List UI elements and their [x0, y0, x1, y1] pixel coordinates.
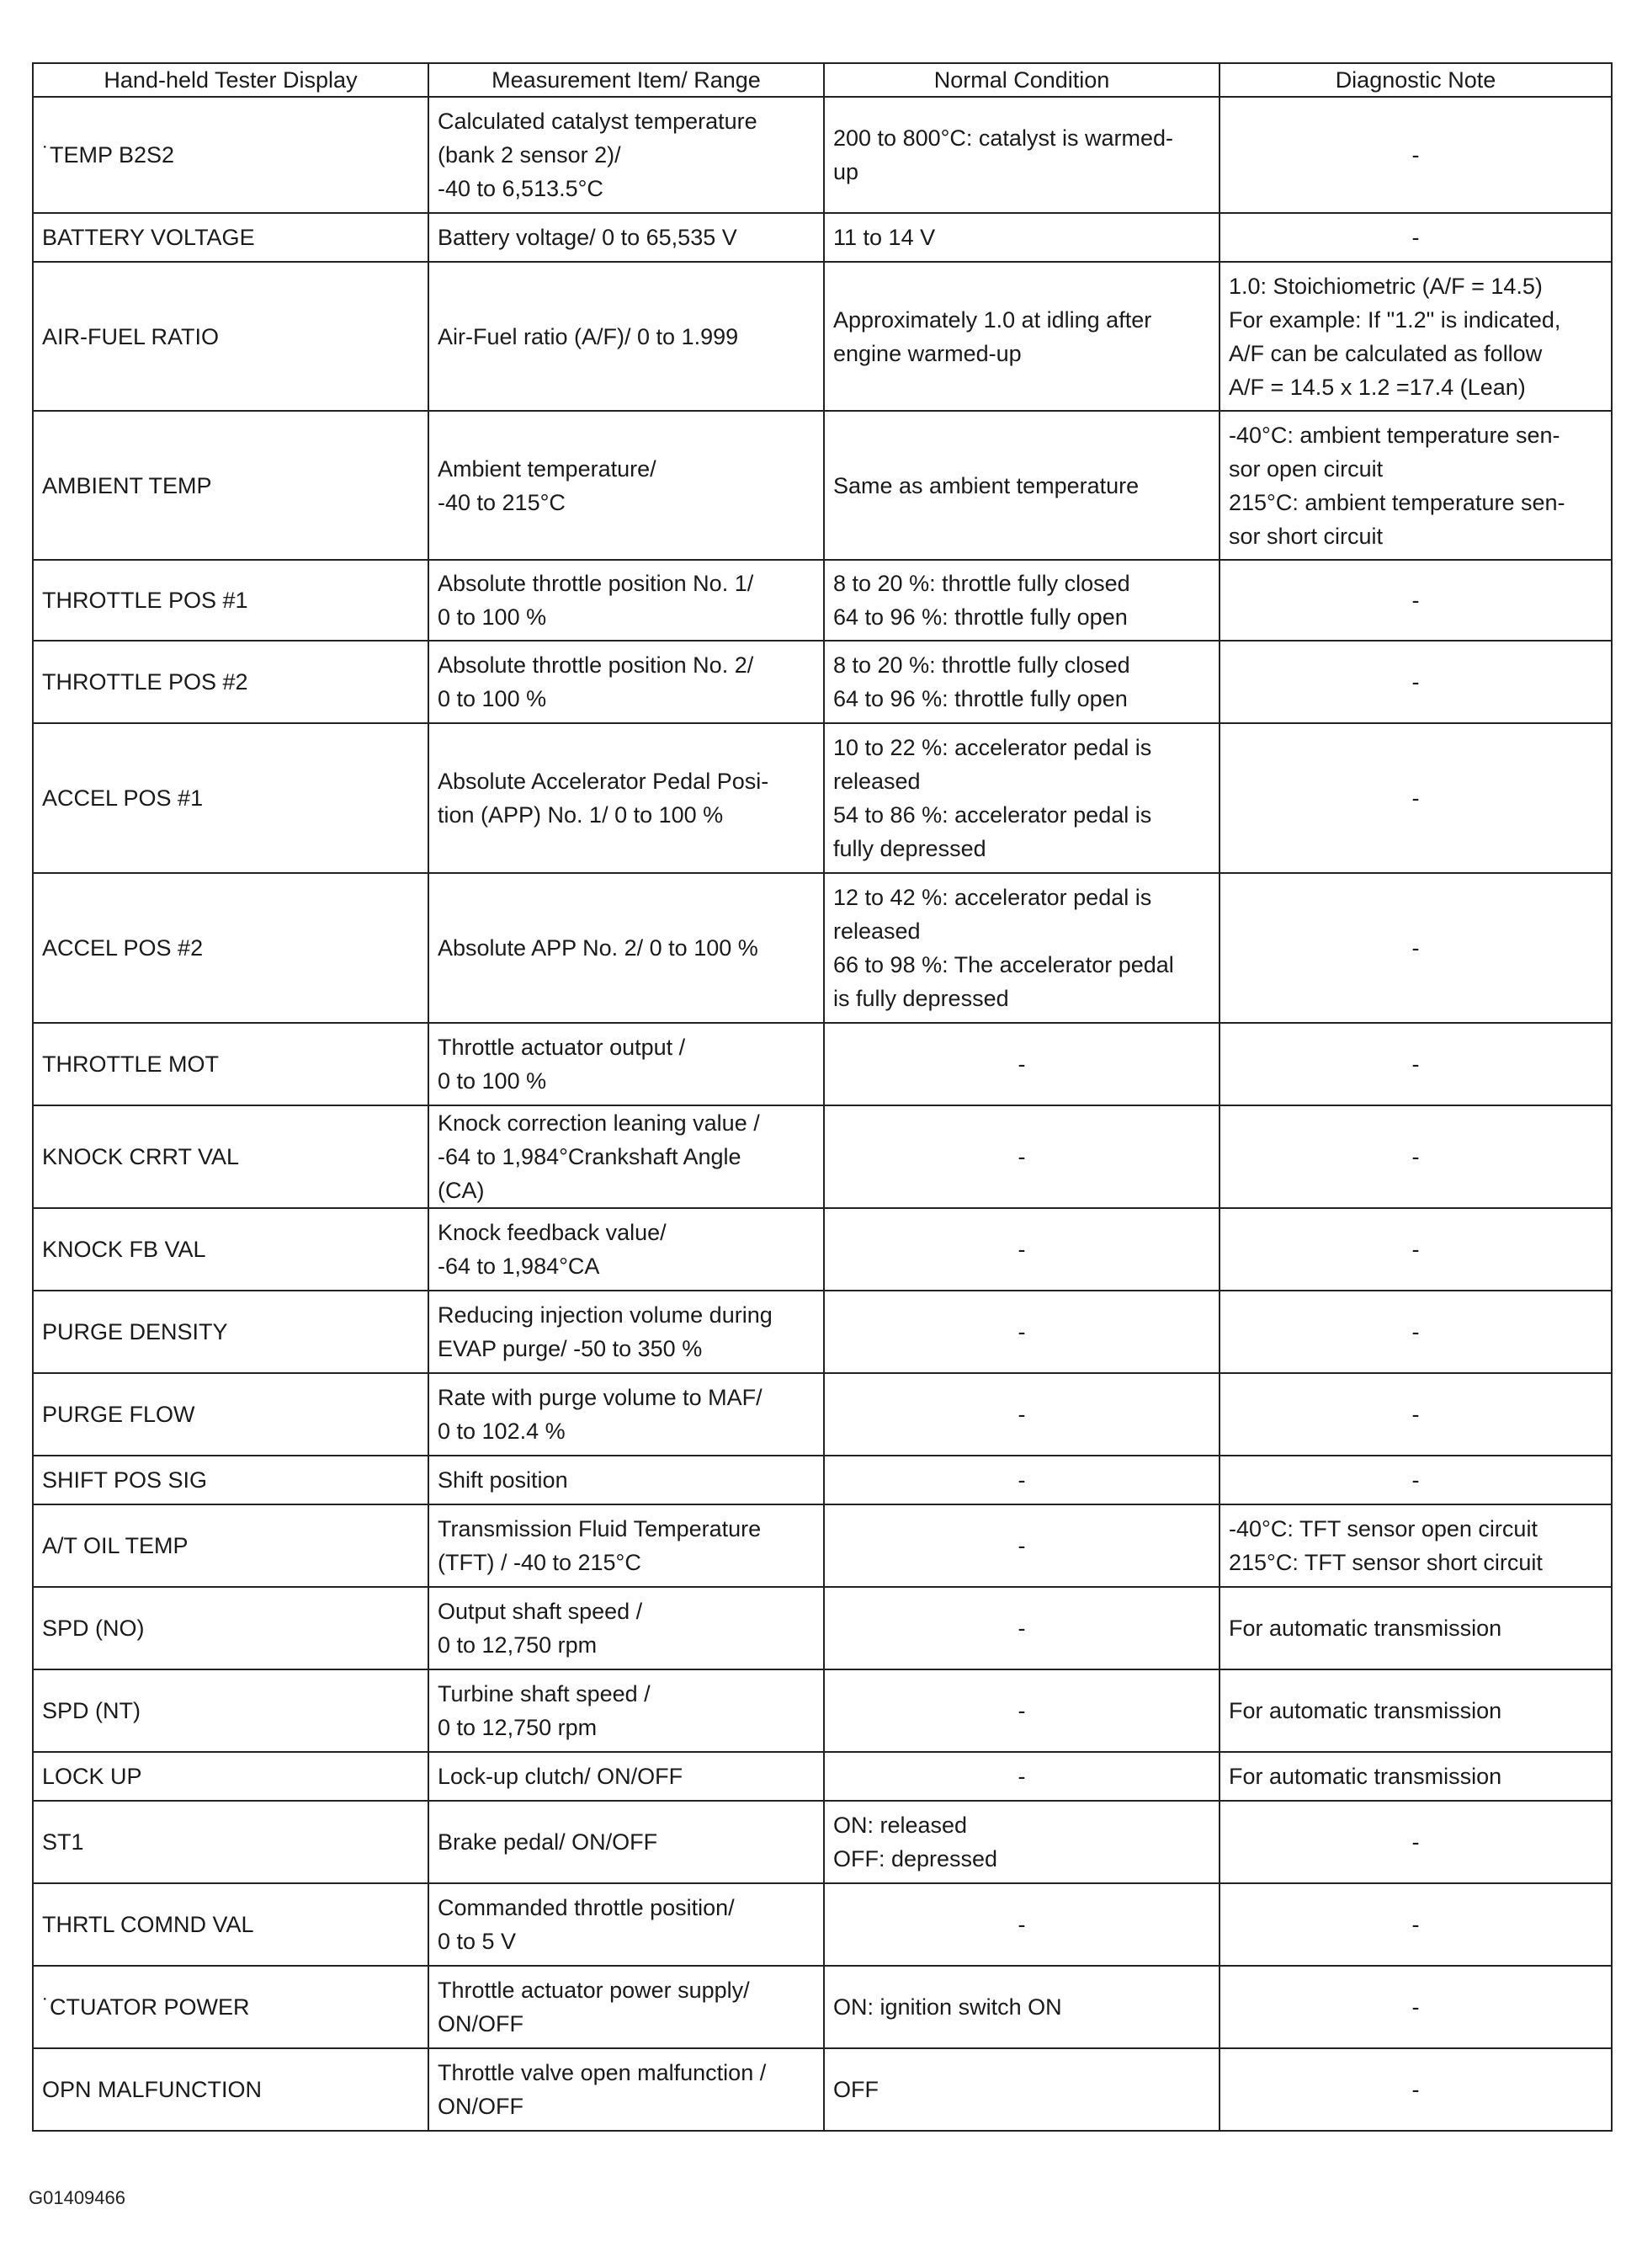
cell-diagnostic-note: - [1220, 723, 1612, 873]
cell-normal-condition: - [824, 1883, 1220, 1966]
figure-code: G01409466 [29, 2187, 125, 2208]
cell-measurement-item: Reducing injection volume during EVAP purge/ -50 to 350 % [428, 1291, 824, 1373]
cell-diagnostic-note: - [1220, 1291, 1612, 1373]
cell-normal-condition: Same as ambient temperature [824, 411, 1220, 560]
cell-normal-condition: 10 to 22 %: accelerator pedal is released 54 to 86 %: accelerator pedal is fully depressed [824, 723, 1220, 873]
cell-diagnostic-note: - [1220, 641, 1612, 723]
cell-tester-display: SHIFT POS SIG [33, 1456, 428, 1504]
cell-tester-display: ST1 [33, 1801, 428, 1883]
cell-measurement-item: Transmission Fluid Temperature (TFT) / -40 to 215°C [428, 1504, 824, 1587]
cell-diagnostic-note: - [1220, 2048, 1612, 2131]
table-row [33, 97, 1612, 213]
cell-measurement-item: Commanded throttle position/ 0 to 5 V [428, 1883, 824, 1966]
cell-normal-condition: - [824, 1105, 1220, 1208]
cell-tester-display: THROTTLE POS #1 [33, 560, 428, 641]
cell-tester-display: AIR-FUEL RATIO [33, 262, 428, 411]
cell-diagnostic-note: - [1220, 1456, 1612, 1504]
cell-diagnostic-note: - [1220, 560, 1612, 641]
cell-diagnostic-note: - [1220, 1883, 1612, 1966]
cell-measurement-item: Throttle valve open malfunction / ON/OFF [428, 2048, 824, 2131]
cell-measurement-item: Knock feedback value/ -64 to 1,984°CA [428, 1208, 824, 1291]
cell-tester-display: SPD (NT) [33, 1669, 428, 1752]
table-row [33, 1504, 1612, 1587]
cell-diagnostic-note: - [1220, 1966, 1612, 2048]
cell-measurement-item: Brake pedal/ ON/OFF [428, 1801, 824, 1883]
cell-measurement-item: Calculated catalyst temperature (bank 2 sensor 2)/ -40 to 6,513.5°C [428, 97, 824, 213]
cell-normal-condition: 8 to 20 %: throttle fully closed 64 to 96 %: throttle fully open [824, 560, 1220, 641]
header-normal-condition: Normal Condition [824, 63, 1220, 97]
cell-tester-display: ˙TEMP B2S2 [33, 97, 428, 213]
table-row [33, 1105, 1612, 1208]
cell-diagnostic-note: 1.0: Stoichiometric (A/F = 14.5) For example: If "1.2" is indicated, A/F can be calculated as follow A/F = 14.5 x 1.2 =17.4 (Lean) [1220, 262, 1612, 411]
cell-diagnostic-note: -40°C: ambient temperature sen- sor open circuit 215°C: ambient temperature sen- sor short circuit [1220, 411, 1612, 560]
cell-diagnostic-note: - [1220, 97, 1612, 213]
cell-tester-display: PURGE DENSITY [33, 1291, 428, 1373]
cell-tester-display: SPD (NO) [33, 1587, 428, 1669]
cell-diagnostic-note: For automatic transmission [1220, 1752, 1612, 1801]
table-row [33, 1752, 1612, 1801]
header-diagnostic-note: Diagnostic Note [1220, 63, 1612, 97]
cell-diagnostic-note: For automatic transmission [1220, 1669, 1612, 1752]
cell-measurement-item: Battery voltage/ 0 to 65,535 V [428, 213, 824, 262]
cell-normal-condition: - [824, 1669, 1220, 1752]
table-row [33, 411, 1612, 560]
cell-measurement-item: Shift position [428, 1456, 824, 1504]
table-row [33, 1801, 1612, 1883]
table-row [33, 641, 1612, 723]
table-row [33, 873, 1612, 1023]
cell-tester-display: KNOCK FB VAL [33, 1208, 428, 1291]
table-row [33, 1883, 1612, 1966]
cell-diagnostic-note: - [1220, 1373, 1612, 1456]
cell-measurement-item: Throttle actuator output / 0 to 100 % [428, 1023, 824, 1105]
cell-normal-condition: - [824, 1587, 1220, 1669]
cell-normal-condition: 12 to 42 %: accelerator pedal is released 66 to 98 %: The accelerator pedal is fully depressed [824, 873, 1220, 1023]
cell-tester-display: ACCEL POS #1 [33, 723, 428, 873]
table-row [33, 262, 1612, 411]
table-row [33, 2048, 1612, 2131]
cell-tester-display: THROTTLE MOT [33, 1023, 428, 1105]
table-body [33, 97, 1612, 2131]
cell-tester-display: ˙CTUATOR POWER [33, 1966, 428, 2048]
table-row [33, 1669, 1612, 1752]
cell-measurement-item: Turbine shaft speed / 0 to 12,750 rpm [428, 1669, 824, 1752]
cell-measurement-item: Absolute throttle position No. 2/ 0 to 100 % [428, 641, 824, 723]
cell-tester-display: A/T OIL TEMP [33, 1504, 428, 1587]
cell-measurement-item: Throttle actuator power supply/ ON/OFF [428, 1966, 824, 2048]
data-list-table [32, 62, 1613, 2132]
cell-measurement-item: Absolute Accelerator Pedal Posi- tion (APP) No. 1/ 0 to 100 % [428, 723, 824, 873]
cell-tester-display: OPN MALFUNCTION [33, 2048, 428, 2131]
table-row [33, 1373, 1612, 1456]
cell-measurement-item: Ambient temperature/ -40 to 215°C [428, 411, 824, 560]
cell-normal-condition: - [824, 1752, 1220, 1801]
cell-tester-display: LOCK UP [33, 1752, 428, 1801]
table-row [33, 1291, 1612, 1373]
cell-normal-condition: - [824, 1373, 1220, 1456]
cell-normal-condition: - [824, 1504, 1220, 1587]
spec-table-sheet [32, 62, 1611, 2132]
table-row [33, 723, 1612, 873]
cell-measurement-item: Output shaft speed / 0 to 12,750 rpm [428, 1587, 824, 1669]
cell-diagnostic-note: For automatic transmission [1220, 1587, 1612, 1669]
cell-tester-display: THRTL COMND VAL [33, 1883, 428, 1966]
table-row [33, 1966, 1612, 2048]
cell-normal-condition: - [824, 1291, 1220, 1373]
cell-normal-condition: 11 to 14 V [824, 213, 1220, 262]
cell-normal-condition: ON: ignition switch ON [824, 1966, 1220, 2048]
cell-diagnostic-note: - [1220, 873, 1612, 1023]
cell-measurement-item: Rate with purge volume to MAF/ 0 to 102.4 % [428, 1373, 824, 1456]
table-row [33, 1023, 1612, 1105]
header-measurement-item: Measurement Item/ Range [428, 63, 824, 97]
cell-normal-condition: 8 to 20 %: throttle fully closed 64 to 96 %: throttle fully open [824, 641, 1220, 723]
cell-tester-display: ACCEL POS #2 [33, 873, 428, 1023]
cell-tester-display: KNOCK CRRT VAL [33, 1105, 428, 1208]
cell-diagnostic-note: - [1220, 1105, 1612, 1208]
cell-normal-condition: - [824, 1023, 1220, 1105]
cell-diagnostic-note: - [1220, 213, 1612, 262]
cell-measurement-item: Absolute APP No. 2/ 0 to 100 % [428, 873, 824, 1023]
cell-measurement-item: Air-Fuel ratio (A/F)/ 0 to 1.999 [428, 262, 824, 411]
table-row [33, 1208, 1612, 1291]
table-row [33, 1587, 1612, 1669]
cell-normal-condition: ON: released OFF: depressed [824, 1801, 1220, 1883]
cell-normal-condition: 200 to 800°C: catalyst is warmed- up [824, 97, 1220, 213]
table-row [33, 213, 1612, 262]
cell-normal-condition: Approximately 1.0 at idling after engine warmed-up [824, 262, 1220, 411]
cell-diagnostic-note: - [1220, 1208, 1612, 1291]
cell-tester-display: AMBIENT TEMP [33, 411, 428, 560]
cell-diagnostic-note: -40°C: TFT sensor open circuit 215°C: TFT sensor short circuit [1220, 1504, 1612, 1587]
header-tester-display: Hand-held Tester Display [33, 63, 428, 97]
cell-normal-condition: OFF [824, 2048, 1220, 2131]
cell-tester-display: THROTTLE POS #2 [33, 641, 428, 723]
cell-measurement-item: Lock-up clutch/ ON/OFF [428, 1752, 824, 1801]
cell-diagnostic-note: - [1220, 1023, 1612, 1105]
cell-normal-condition: - [824, 1456, 1220, 1504]
cell-diagnostic-note: - [1220, 1801, 1612, 1883]
cell-tester-display: BATTERY VOLTAGE [33, 213, 428, 262]
cell-tester-display: PURGE FLOW [33, 1373, 428, 1456]
cell-measurement-item: Absolute throttle position No. 1/ 0 to 100 % [428, 560, 824, 641]
table-row [33, 560, 1612, 641]
cell-measurement-item: Knock correction leaning value / -64 to 1,984°Crankshaft Angle (CA) [428, 1105, 824, 1208]
cell-normal-condition: - [824, 1208, 1220, 1291]
table-row [33, 1456, 1612, 1504]
header-row [33, 63, 1612, 97]
